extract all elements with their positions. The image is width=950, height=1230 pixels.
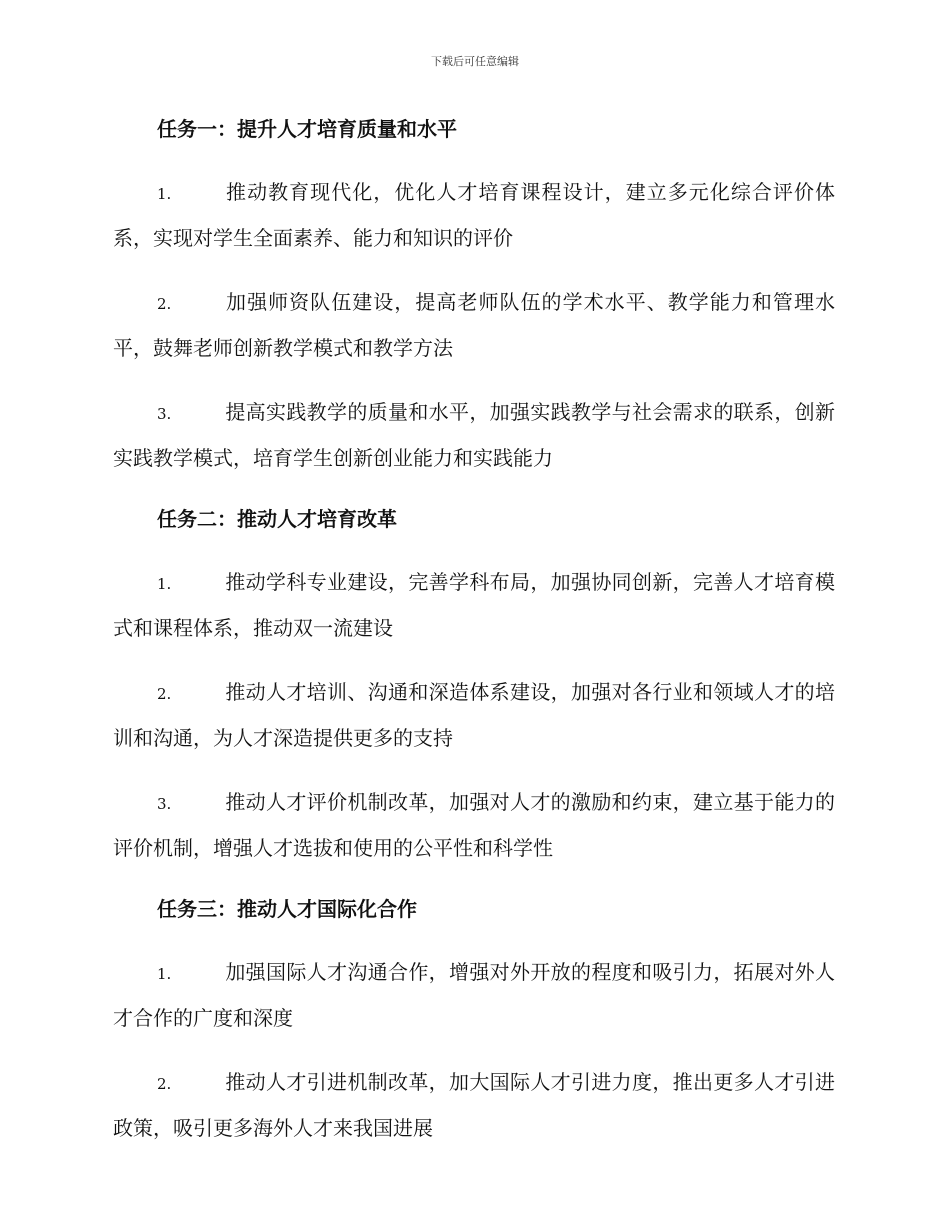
- list-item-text: 提高实践教学的质量和水平，加强实践教学与社会需求的联系，创新实践教学模式，培育学生创新创业能力和实践能力: [113, 400, 835, 470]
- section-task-2: [113, 500, 835, 870]
- section-heading: 任务三：推动人才国际化合作: [157, 897, 417, 921]
- list-item-number: 2.: [157, 685, 172, 703]
- list-item-text: 推动人才培训、沟通和深造体系建设，加强对各行业和领域人才的培训和沟通，为人才深造提供更多的支持: [113, 680, 835, 750]
- list-item: [113, 170, 835, 260]
- list-item-number: 2.: [157, 1075, 172, 1093]
- list-item-number: 3.: [157, 405, 172, 423]
- page-header: 下载后可任意编辑: [431, 55, 519, 68]
- list-item-number: 1.: [157, 965, 172, 983]
- list-item: [113, 780, 835, 870]
- list-item-number: 2.: [157, 295, 172, 313]
- list-item-text: 加强师资队伍建设，提高老师队伍的学术水平、教学能力和管理水平，鼓舞老师创新教学模式和教学方法: [113, 290, 835, 360]
- list-item-text: 推动人才引进机制改革，加大国际人才引进力度，推出更多人才引进政策，吸引更多海外人才来我国进展: [113, 1070, 835, 1140]
- list-item: [113, 670, 835, 760]
- section-task-1: [113, 110, 835, 480]
- list-item-number: 1.: [157, 185, 172, 203]
- list-item-text: 推动教育现代化，优化人才培育课程设计，建立多元化综合评价体系，实现对学生全面素养、能力和知识的评价: [113, 180, 835, 250]
- list-item-number: 3.: [157, 795, 172, 813]
- list-item-text: 推动学科专业建设，完善学科布局，加强协同创新，完善人才培育模式和课程体系，推动双一流建设: [113, 570, 835, 640]
- list-item: [113, 280, 835, 370]
- list-item: [113, 390, 835, 480]
- list-item-number: 1.: [157, 575, 172, 593]
- section-heading: 任务二：推动人才培育改革: [157, 507, 397, 531]
- list-item-text: 加强国际人才沟通合作，增强对外开放的程度和吸引力，拓展对外人才合作的广度和深度: [113, 960, 835, 1030]
- list-item: [113, 950, 835, 1040]
- section-task-3: [113, 890, 835, 1150]
- document-body: [113, 110, 835, 1170]
- list-item: [113, 1060, 835, 1150]
- list-item: [113, 560, 835, 650]
- section-heading: 任务一：提升人才培育质量和水平: [157, 117, 457, 141]
- list-item-text: 推动人才评价机制改革，加强对人才的激励和约束，建立基于能力的评价机制，增强人才选拔和使用的公平性和科学性: [113, 790, 835, 860]
